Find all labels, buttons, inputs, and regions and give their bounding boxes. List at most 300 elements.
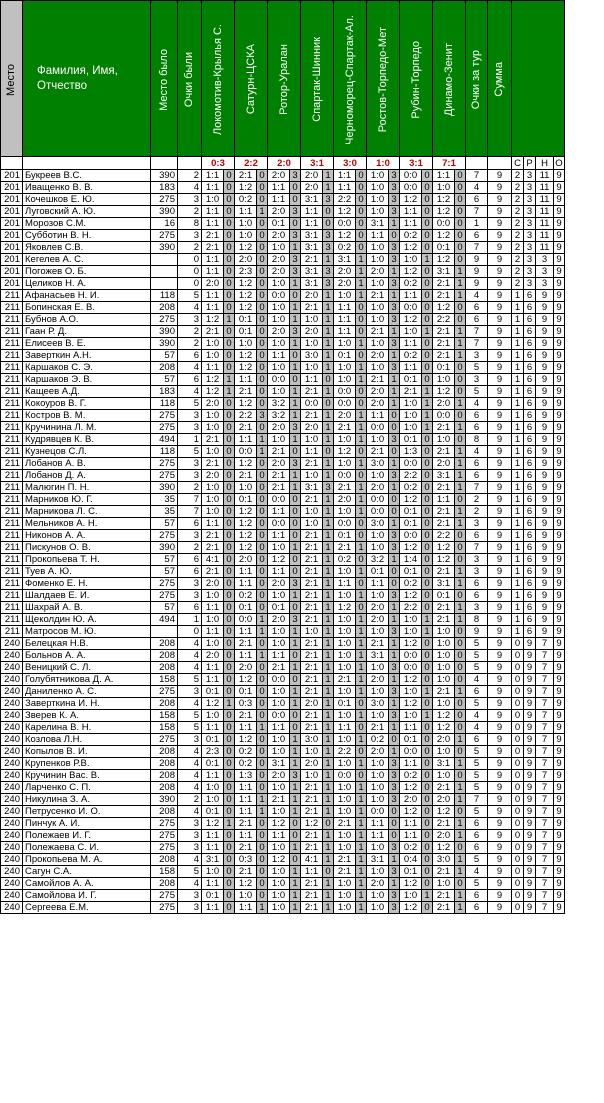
- prediction-cell: 2:3: [235, 266, 257, 278]
- stat-cell: 0: [512, 854, 524, 866]
- prediction-cell: 2:2: [433, 530, 455, 542]
- match-points-cell: 3: [389, 890, 400, 902]
- prediction-cell: 1:0: [268, 314, 290, 326]
- prediction-cell: 2:0: [367, 602, 389, 614]
- prediction-cell: 1:1: [334, 326, 356, 338]
- prediction-cell: 2:1: [301, 254, 323, 266]
- was-place-cell: 275: [151, 902, 178, 914]
- match-points-cell: 1: [389, 458, 400, 470]
- match-points-cell: 0: [422, 902, 433, 914]
- stat-cell: 6: [524, 506, 536, 518]
- match-points-cell: 1: [389, 374, 400, 386]
- match-points-cell: 3: [257, 410, 268, 422]
- stat-cell: 9: [524, 782, 536, 794]
- match-points-cell: 0: [224, 554, 235, 566]
- match-points-cell: 0: [224, 266, 235, 278]
- prediction-cell: 1:0: [367, 686, 389, 698]
- prediction-cell: 0:2: [400, 842, 422, 854]
- prediction-cell: 2:0: [334, 410, 356, 422]
- prediction-cell: 0:0: [400, 170, 422, 182]
- was-place-cell: 57: [151, 554, 178, 566]
- prediction-cell: 1:1: [235, 650, 257, 662]
- results-blank: [488, 157, 512, 170]
- table-row: [1, 230, 565, 242]
- prediction-cell: 1:0: [400, 398, 422, 410]
- stat-cell: 6: [524, 518, 536, 530]
- match-points-cell: 0: [422, 674, 433, 686]
- prediction-cell: 2:0: [301, 758, 323, 770]
- stat-cell: 9: [554, 614, 565, 626]
- match-points-cell: 1: [323, 734, 334, 746]
- stat-cell: 7: [536, 662, 554, 674]
- prediction-cell: 0:0: [268, 494, 290, 506]
- prediction-cell: 2:2: [334, 194, 356, 206]
- match-points-cell: 1: [290, 638, 301, 650]
- match-points-cell: 1: [455, 890, 466, 902]
- tour-points-cell: 6: [466, 902, 488, 914]
- stat-cell: 6: [524, 554, 536, 566]
- prediction-cell: 2:1: [301, 590, 323, 602]
- prediction-cell: 0:0: [433, 410, 455, 422]
- was-place-cell: 158: [151, 710, 178, 722]
- was-points-cell: 5: [178, 674, 202, 686]
- name-cell: Кочешков Е. Ю.: [23, 194, 151, 206]
- prediction-cell: 1:0: [334, 782, 356, 794]
- stat-cell: 1: [512, 446, 524, 458]
- prediction-cell: 2:1: [301, 722, 323, 734]
- match-points-cell: 0: [290, 446, 301, 458]
- prediction-cell: 0:1: [202, 758, 224, 770]
- tour-points-cell: 7: [466, 206, 488, 218]
- was-place-cell: 275: [151, 410, 178, 422]
- prediction-cell: 1:1: [400, 206, 422, 218]
- prediction-cell: 2:1: [301, 554, 323, 566]
- prediction-cell: 1:2: [334, 206, 356, 218]
- stat-cell: 9: [536, 338, 554, 350]
- name-cell: Копылов В. И.: [23, 746, 151, 758]
- table-row: [1, 782, 565, 794]
- name-cell: Петрусенко И. О.: [23, 806, 151, 818]
- name-cell: Шалдаев Е. И.: [23, 590, 151, 602]
- prediction-cell: 2:1: [202, 530, 224, 542]
- prediction-cell: 2:0: [301, 422, 323, 434]
- prediction-cell: 0:1: [268, 218, 290, 230]
- was-place-cell: 390: [151, 242, 178, 254]
- match-points-cell: 0: [455, 362, 466, 374]
- match-points-cell: 1: [455, 518, 466, 530]
- was-points-cell: 6: [178, 602, 202, 614]
- was-place-cell: 208: [151, 854, 178, 866]
- prediction-cell: 2:1: [268, 662, 290, 674]
- stat-cell: 0: [512, 782, 524, 794]
- prediction-cell: 1:2: [202, 698, 224, 710]
- table-row: [1, 770, 565, 782]
- name-cell: Пинчук А. И.: [23, 818, 151, 830]
- prediction-cell: 1:1: [202, 302, 224, 314]
- stat-cell: 9: [554, 254, 565, 266]
- prediction-cell: 1:0: [268, 806, 290, 818]
- match-points-cell: 1: [323, 782, 334, 794]
- match-points-cell: 1: [356, 674, 367, 686]
- name-cell: Самойлова И. Г.: [23, 890, 151, 902]
- prediction-cell: 2:1: [301, 830, 323, 842]
- stat-cell: 9: [554, 206, 565, 218]
- match-points-cell: 3: [389, 590, 400, 602]
- stat-cell: 6: [524, 566, 536, 578]
- match-points-cell: 0: [257, 578, 268, 590]
- name-cell: Афанасьев Н. И.: [23, 290, 151, 302]
- match-points-cell: 3: [389, 362, 400, 374]
- stat-cell: 6: [524, 626, 536, 638]
- match-points-cell: 0: [455, 206, 466, 218]
- match-points-cell: 0: [224, 578, 235, 590]
- match-points-cell: 1: [389, 482, 400, 494]
- table-row: [1, 554, 565, 566]
- prediction-cell: 0:0: [400, 530, 422, 542]
- prediction-cell: 0:0: [334, 518, 356, 530]
- match-points-cell: 0: [455, 638, 466, 650]
- stat-cell: 3: [524, 182, 536, 194]
- sum-cell: 9: [488, 278, 512, 290]
- place-cell: 211: [1, 530, 23, 542]
- stat-cell: 9: [524, 902, 536, 914]
- match-points-cell: 0: [257, 242, 268, 254]
- match-points-cell: 0: [422, 446, 433, 458]
- prediction-cell: 0:1: [202, 806, 224, 818]
- was-points-cell: 3: [178, 578, 202, 590]
- prediction-cell: 2:0: [433, 830, 455, 842]
- match-points-cell: 1: [224, 698, 235, 710]
- match-points-cell: 1: [455, 818, 466, 830]
- match-points-cell: 0: [422, 218, 433, 230]
- prediction-cell: 1:0: [268, 278, 290, 290]
- stat-cell: 9: [524, 806, 536, 818]
- match-points-cell: 1: [290, 782, 301, 794]
- prediction-cell: 1:0: [433, 182, 455, 194]
- match-points-cell: 0: [224, 254, 235, 266]
- prediction-cell: 2:1: [334, 422, 356, 434]
- name-header: Фамилия, Имя, Отчество: [23, 1, 151, 157]
- stat-cell: 9: [554, 902, 565, 914]
- prediction-cell: 1:0: [301, 314, 323, 326]
- place-cell: 211: [1, 446, 23, 458]
- tour-points-cell: 6: [466, 590, 488, 602]
- match-points-cell: 0: [257, 746, 268, 758]
- prediction-cell: 1:0: [334, 506, 356, 518]
- match-points-cell: 0: [224, 650, 235, 662]
- place-cell: 240: [1, 686, 23, 698]
- stat-cell: 9: [554, 386, 565, 398]
- match-points-cell: 1: [455, 854, 466, 866]
- name-cell: Ларченко С. П.: [23, 782, 151, 794]
- prediction-cell: 1:0: [400, 614, 422, 626]
- prediction-cell: 1:0: [301, 470, 323, 482]
- match-points-cell: 0: [455, 674, 466, 686]
- match-points-cell: 0: [224, 458, 235, 470]
- stat-cell: 9: [554, 314, 565, 326]
- tour-points-header: Очки за тур: [466, 1, 488, 157]
- match-points-cell: 0: [224, 542, 235, 554]
- match-points-cell: 0: [290, 182, 301, 194]
- match-points-cell: 3: [389, 770, 400, 782]
- prediction-cell: 1:2: [400, 590, 422, 602]
- prediction-cell: 2:1: [301, 494, 323, 506]
- match-points-cell: 0: [224, 614, 235, 626]
- tour-points-cell: 8: [466, 434, 488, 446]
- match-points-cell: 3: [389, 278, 400, 290]
- prediction-cell: 0:1: [334, 350, 356, 362]
- prediction-cell: 1:0: [400, 422, 422, 434]
- prediction-cell: 2:0: [301, 182, 323, 194]
- table-row: [1, 374, 565, 386]
- stat-cell: 9: [536, 314, 554, 326]
- name-cell: Прокопьева М. А.: [23, 854, 151, 866]
- sum-cell: 9: [488, 554, 512, 566]
- match-points-cell: 1: [389, 722, 400, 734]
- stat-cell: 6: [524, 410, 536, 422]
- prediction-cell: 3:1: [268, 758, 290, 770]
- match-points-cell: 0: [422, 866, 433, 878]
- sum-cell: 9: [488, 770, 512, 782]
- results-blank: [1, 157, 23, 170]
- table-row: [1, 566, 565, 578]
- table-row: [1, 218, 565, 230]
- match-points-cell: 3: [389, 626, 400, 638]
- prediction-cell: 1:0: [400, 890, 422, 902]
- place-cell: 211: [1, 506, 23, 518]
- match-points-cell: 0: [422, 182, 433, 194]
- table-row: [1, 242, 565, 254]
- stat-cell: 6: [524, 338, 536, 350]
- stat-cell: 9: [554, 806, 565, 818]
- match-points-cell: 0: [422, 434, 433, 446]
- match-points-cell: 0: [224, 434, 235, 446]
- was-points-cell: 3: [178, 410, 202, 422]
- place-cell: 211: [1, 374, 23, 386]
- match-points-cell: 1: [323, 794, 334, 806]
- prediction-cell: 1:0: [367, 782, 389, 794]
- place-cell: 201: [1, 218, 23, 230]
- prediction-cell: 1:2: [433, 722, 455, 734]
- match-points-cell: 0: [290, 602, 301, 614]
- match-points-cell: 1: [323, 182, 334, 194]
- prediction-cell: 1:0: [433, 638, 455, 650]
- stat-cell: 6: [524, 542, 536, 554]
- match-points-cell: 0: [455, 230, 466, 242]
- prediction-cell: 1:1: [334, 302, 356, 314]
- stat-cell: 0: [512, 686, 524, 698]
- tour-points-cell: 5: [466, 698, 488, 710]
- was-points-cell: 0: [178, 254, 202, 266]
- name-cell: Больнов А. А.: [23, 650, 151, 662]
- match-points-cell: 1: [389, 602, 400, 614]
- prediction-cell: 1:2: [400, 782, 422, 794]
- sum-cell: 9: [488, 302, 512, 314]
- table-row: [1, 362, 565, 374]
- match-points-cell: 0: [323, 446, 334, 458]
- stat-cell: 9: [536, 518, 554, 530]
- prediction-cell: 0:2: [367, 734, 389, 746]
- stat-cell: 9: [536, 506, 554, 518]
- was-place-cell: 275: [151, 314, 178, 326]
- prediction-cell: 1:1: [334, 578, 356, 590]
- match-points-cell: 1: [356, 902, 367, 914]
- prediction-cell: 2:0: [268, 578, 290, 590]
- prediction-cell: 2:1: [367, 722, 389, 734]
- match-points-cell: 1: [323, 722, 334, 734]
- prediction-cell: 1:0: [235, 482, 257, 494]
- match-points-cell: 0: [422, 806, 433, 818]
- match-points-cell: 0: [455, 662, 466, 674]
- prediction-cell: 1:1: [235, 830, 257, 842]
- match-points-cell: 0: [257, 602, 268, 614]
- prediction-cell: 2:1: [268, 470, 290, 482]
- match-points-cell: 0: [224, 806, 235, 818]
- stat-cell: 1: [512, 530, 524, 542]
- match-points-cell: 1: [323, 290, 334, 302]
- was-points-cell: 4: [178, 362, 202, 374]
- match-points-cell: 1: [455, 326, 466, 338]
- match-points-cell: 0: [224, 590, 235, 602]
- stat-cell: 2: [512, 242, 524, 254]
- prediction-cell: 0:0: [367, 806, 389, 818]
- stat-cell: 0: [512, 710, 524, 722]
- match-points-cell: 0: [356, 746, 367, 758]
- place-cell: 240: [1, 830, 23, 842]
- prediction-cell: 1:2: [400, 698, 422, 710]
- prediction-cell: 0:1: [235, 314, 257, 326]
- match-points-cell: 1: [389, 674, 400, 686]
- stat-cell: 9: [536, 422, 554, 434]
- was-place-cell: 208: [151, 758, 178, 770]
- was-points-cell: 5: [178, 446, 202, 458]
- prediction-cell: 2:1: [433, 890, 455, 902]
- prediction-cell: 1:1: [235, 782, 257, 794]
- stat-cell: 9: [554, 242, 565, 254]
- match-points-cell: 1: [323, 878, 334, 890]
- prediction-cell: 2:1: [301, 614, 323, 626]
- stat-cell: 0: [512, 806, 524, 818]
- match-points-cell: 0: [356, 446, 367, 458]
- match-points-cell: 1: [290, 278, 301, 290]
- was-place-cell: 390: [151, 326, 178, 338]
- prediction-cell: 0:2: [235, 758, 257, 770]
- match-points-cell: 0: [224, 710, 235, 722]
- tour-points-cell: 5: [466, 854, 488, 866]
- table-row: [1, 518, 565, 530]
- prediction-cell: 2:0: [301, 290, 323, 302]
- match-points-cell: 1: [323, 314, 334, 326]
- match-points-cell: 0: [422, 578, 433, 590]
- match-points-cell: 1: [323, 434, 334, 446]
- stat-cell: 3: [524, 218, 536, 230]
- prediction-cell: 3:1: [301, 482, 323, 494]
- prediction-cell: 1:0: [268, 542, 290, 554]
- stat-cell: 9: [554, 830, 565, 842]
- stat-cell: 6: [524, 494, 536, 506]
- match-points-cell: 1: [290, 242, 301, 254]
- stat-cell: 9: [524, 746, 536, 758]
- match-points-cell: 1: [290, 734, 301, 746]
- stat-cell: 6: [524, 326, 536, 338]
- match-header: Динамо-Зенит: [433, 1, 466, 157]
- stat-cell: 9: [554, 482, 565, 494]
- was-points-cell: 1: [178, 434, 202, 446]
- prediction-cell: 2:2: [235, 410, 257, 422]
- table-row: [1, 278, 565, 290]
- place-cell: 211: [1, 326, 23, 338]
- stat-cell: 1: [512, 470, 524, 482]
- match-points-cell: 0: [290, 518, 301, 530]
- place-cell: 240: [1, 722, 23, 734]
- prediction-cell: 2:1: [301, 578, 323, 590]
- match-points-cell: 0: [257, 326, 268, 338]
- results-row: [1, 157, 565, 170]
- name-cell: Кручинина Л. М.: [23, 422, 151, 434]
- match-points-cell: 0: [290, 566, 301, 578]
- match-points-cell: 0: [224, 278, 235, 290]
- prediction-cell: 0:1: [433, 590, 455, 602]
- match-points-cell: 1: [455, 458, 466, 470]
- sum-cell: 9: [488, 602, 512, 614]
- match-points-cell: 0: [422, 770, 433, 782]
- match-points-cell: 1: [323, 806, 334, 818]
- was-place-cell: 57: [151, 602, 178, 614]
- match-points-cell: 0: [422, 782, 433, 794]
- match-points-cell: 0: [422, 278, 433, 290]
- tour-points-cell: 7: [466, 542, 488, 554]
- match-points-cell: 0: [224, 470, 235, 482]
- match-header: Локомотив-Крылья С.: [202, 1, 235, 157]
- prediction-cell: 1:2: [334, 602, 356, 614]
- match-points-cell: 0: [290, 722, 301, 734]
- stat-cell: 0: [512, 722, 524, 734]
- match-points-cell: 1: [356, 854, 367, 866]
- stat-cell: 7: [536, 710, 554, 722]
- prediction-cell: 2:1: [301, 842, 323, 854]
- stat-cell: 3: [524, 254, 536, 266]
- was-place-cell: 275: [151, 686, 178, 698]
- match-points-cell: 0: [356, 314, 367, 326]
- prediction-cell: 1:1: [367, 578, 389, 590]
- place-cell: 240: [1, 770, 23, 782]
- match-points-cell: 0: [389, 806, 400, 818]
- table-row: [1, 434, 565, 446]
- prediction-cell: 1:1: [400, 818, 422, 830]
- prediction-cell: 4:1: [202, 554, 224, 566]
- match-points-cell: 1: [422, 398, 433, 410]
- match-points-cell: 0: [422, 242, 433, 254]
- match-points-cell: 0: [224, 242, 235, 254]
- prediction-cell: 2:1: [433, 338, 455, 350]
- place-cell: 240: [1, 638, 23, 650]
- match-points-cell: 0: [290, 530, 301, 542]
- prediction-cell: 1:0: [334, 686, 356, 698]
- stat-cell: 0: [512, 794, 524, 806]
- results-blank: [466, 157, 488, 170]
- sum-cell: 9: [488, 662, 512, 674]
- prediction-cell: 0:2: [400, 770, 422, 782]
- match-points-cell: 1: [290, 590, 301, 602]
- match-result: 2:0: [268, 157, 301, 170]
- match-points-cell: 0: [257, 638, 268, 650]
- match-points-cell: 0: [257, 290, 268, 302]
- was-place-cell: 158: [151, 674, 178, 686]
- name-cell: Марникова Л. С.: [23, 506, 151, 518]
- prediction-cell: 1:1: [268, 182, 290, 194]
- match-points-cell: 1: [356, 590, 367, 602]
- stat-cell: 9: [554, 734, 565, 746]
